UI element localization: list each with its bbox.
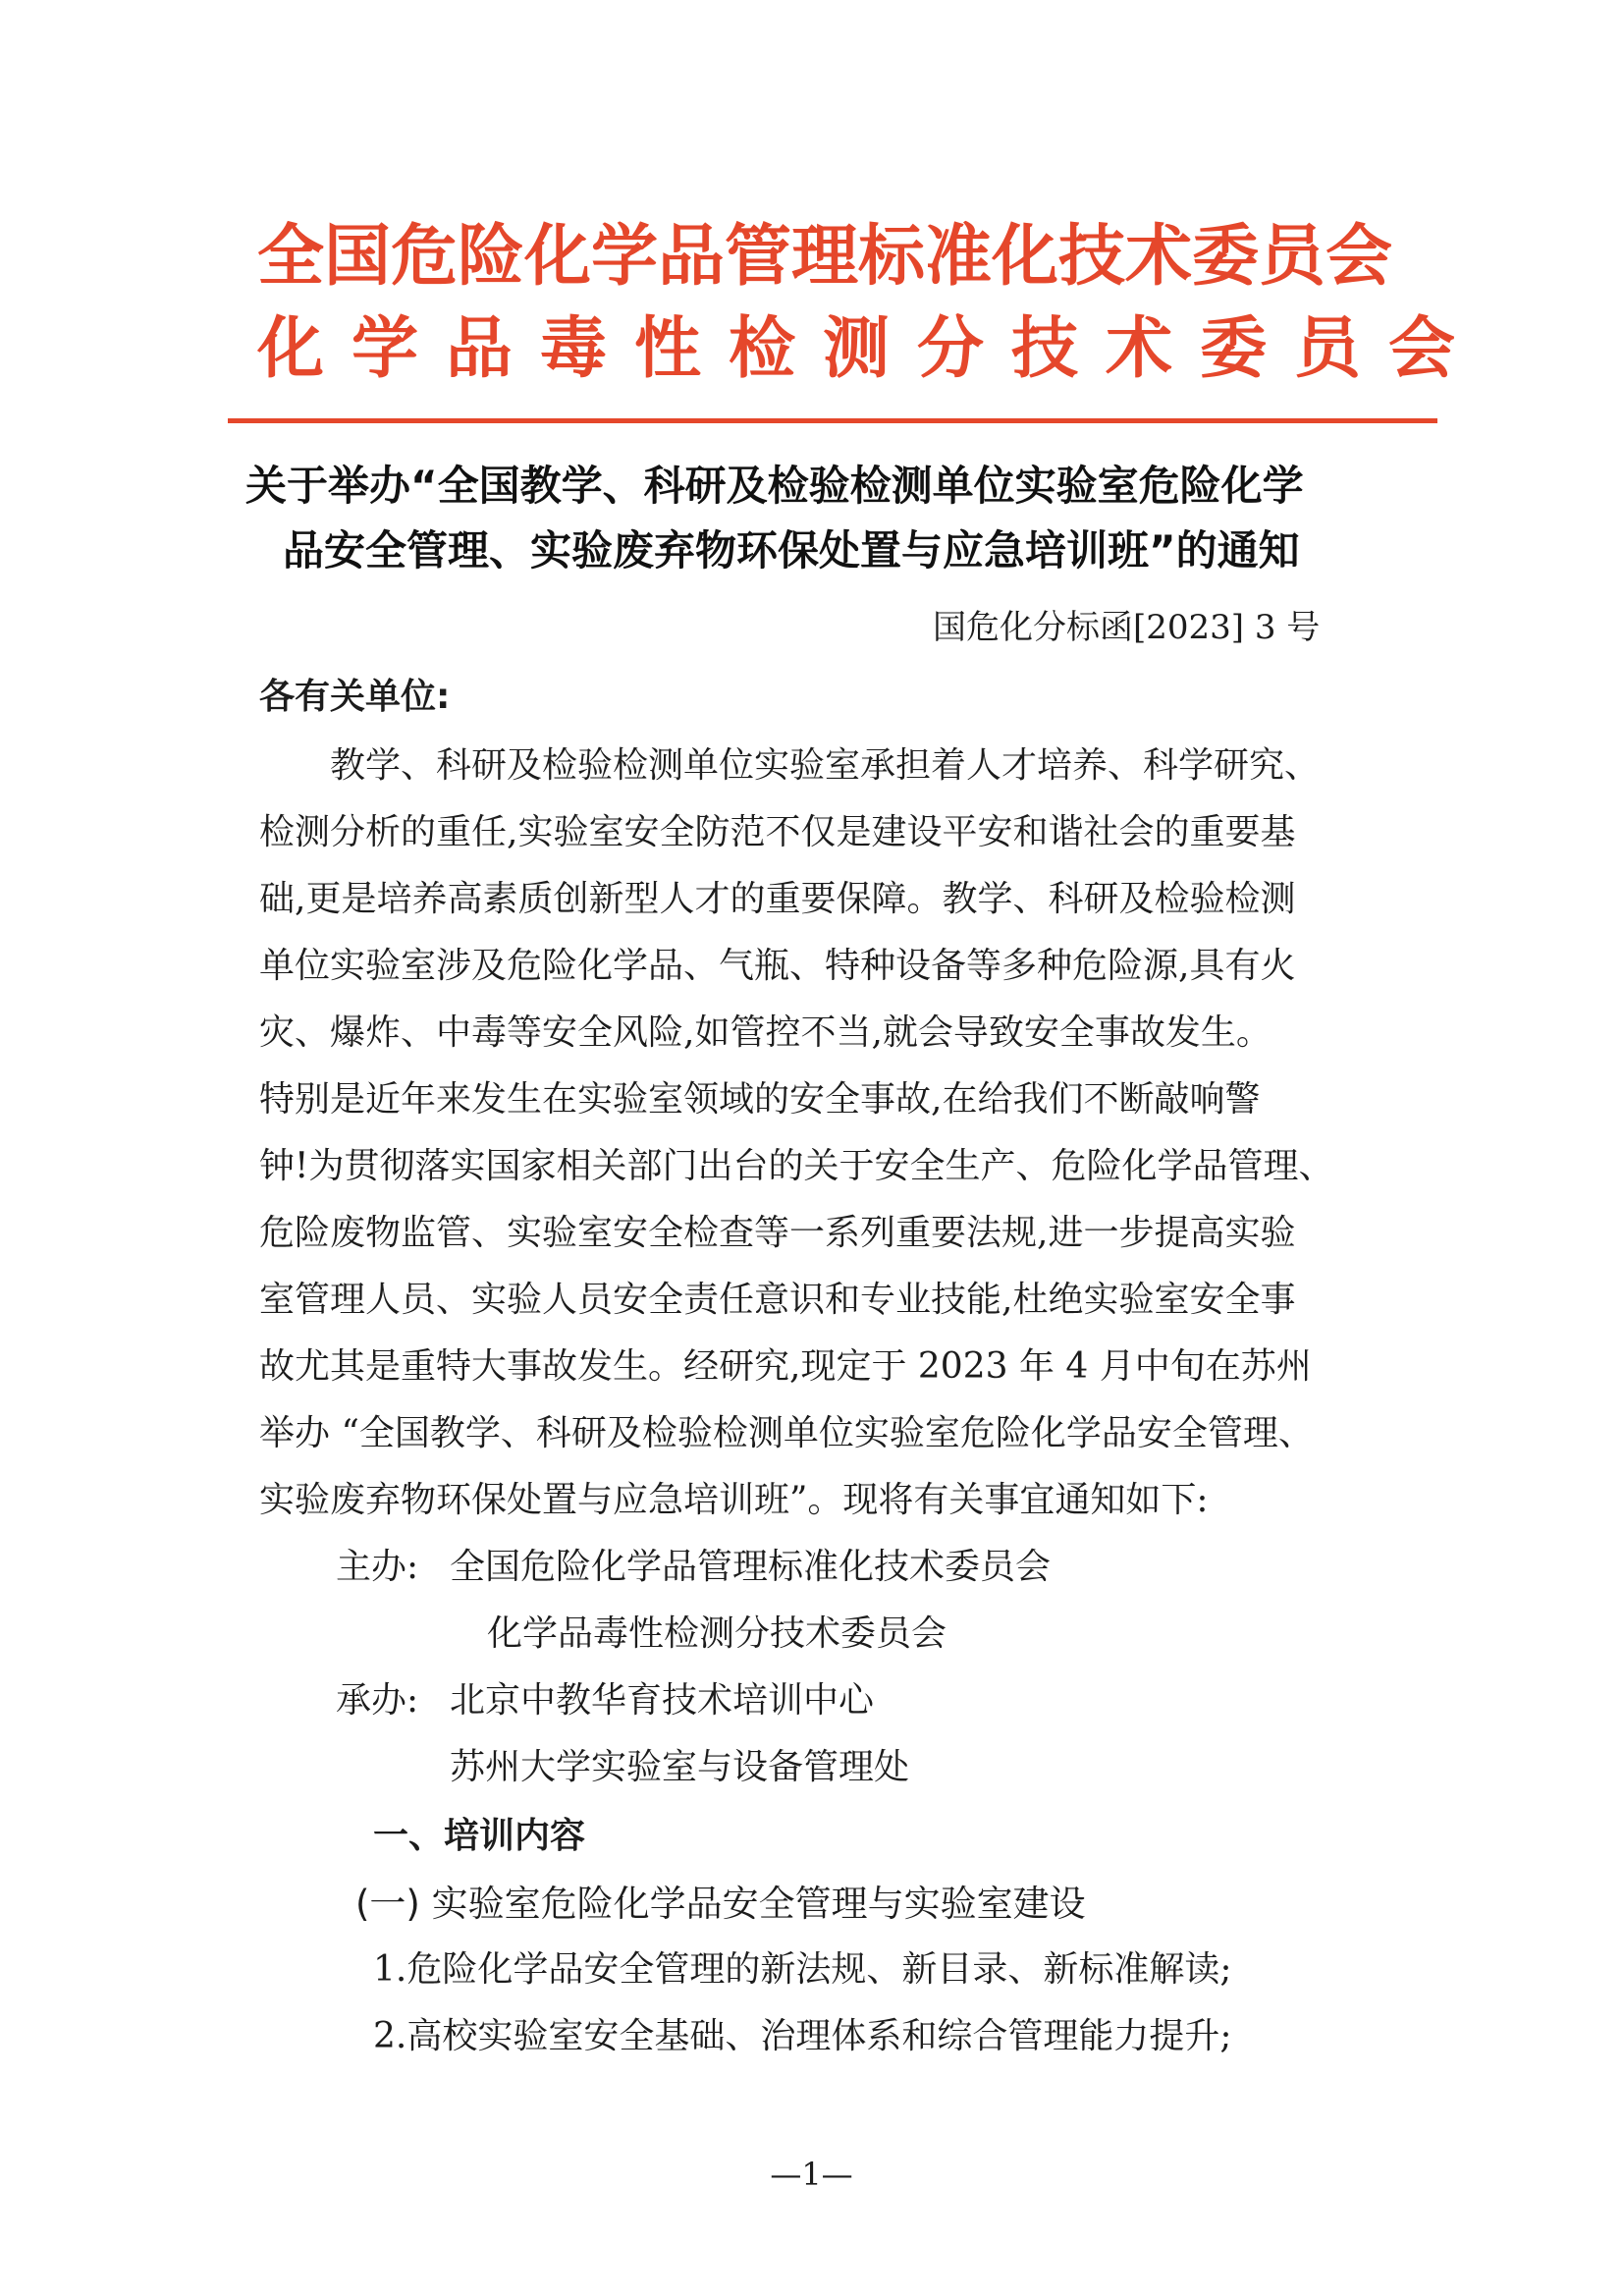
co-organizer-1: 北京中教华育技术培训中心 xyxy=(450,1680,875,1721)
list-item: 2.高校实验室安全基础、治理体系和综合管理能力提升; xyxy=(373,2016,1232,2056)
body-line: 灾、爆炸、中毒等安全风险,如管控不当,就会导致安全事故发生。 xyxy=(259,1012,1271,1053)
header-rule xyxy=(228,418,1437,423)
list-item: 1.危险化学品安全管理的新法规、新目录、新标准解读; xyxy=(373,1949,1232,1990)
body-line: 举办 “全国教学、科研及检验检测单位实验室危险化学品安全管理、 xyxy=(259,1413,1314,1453)
body-line: 实验废弃物环保处置与应急培训班”。现将有关事宜通知如下: xyxy=(259,1480,1209,1520)
page-number: —1— xyxy=(770,2156,853,2193)
body-line: 故尤其是重特大事故发生。经研究,现定于 2023 年 4 月中旬在苏州 xyxy=(259,1346,1312,1387)
body-line: 础,更是培养高素质创新型人才的重要保障。教学、科研及检验检测 xyxy=(259,879,1296,919)
header-line-1: 全国危险化学品管理标准化技术委员会 xyxy=(257,218,1393,296)
subsection-heading: (一) 实验室危险化学品安全管理与实验室建设 xyxy=(355,1883,1086,1925)
co-organizer-2: 苏州大学实验室与设备管理处 xyxy=(450,1747,910,1787)
body-line: 教学、科研及检验检测单位实验室承担着人才培养、科学研究、 xyxy=(259,745,1321,786)
body-line: 危险废物监管、实验室安全检查等一系列重要法规,进一步提高实验 xyxy=(259,1213,1296,1253)
host-org-2: 化学品毒性检测分技术委员会 xyxy=(487,1613,947,1654)
notice-title-line-1: 关于举办“全国教学、科研及检验检测单位实验室危险化学 xyxy=(245,462,1304,510)
header-line-2: 化学品毒性检测分技术委员会 xyxy=(257,310,1484,388)
notice-title-line-2: 品安全管理、实验废弃物环保处置与应急培训班”的通知 xyxy=(283,526,1300,574)
host-org-1: 全国危险化学品管理标准化技术委员会 xyxy=(450,1547,1052,1587)
salutation: 各有关单位: xyxy=(259,677,451,717)
body-line: 特别是近年来发生在实验室领域的安全事故,在给我们不断敲响警 xyxy=(259,1079,1261,1120)
host-label: 主办: xyxy=(336,1547,419,1587)
section-heading: 一、培训内容 xyxy=(373,1816,586,1856)
body-line: 检测分析的重任,实验室安全防范不仅是建设平安和谐社会的重要基 xyxy=(259,812,1296,852)
co-organizer-label: 承办: xyxy=(336,1680,419,1721)
document-number: 国危化分标函[2023] 3 号 xyxy=(933,608,1321,647)
body-line: 室管理人员、实验人员安全责任意识和专业技能,杜绝实验室安全事 xyxy=(259,1280,1296,1320)
body-line: 钟!为贯彻落实国家相关部门出台的关于安全生产、危险化学品管理、 xyxy=(259,1146,1334,1186)
body-line: 单位实验室涉及危险化学品、气瓶、特种设备等多种危险源,具有火 xyxy=(259,946,1296,986)
